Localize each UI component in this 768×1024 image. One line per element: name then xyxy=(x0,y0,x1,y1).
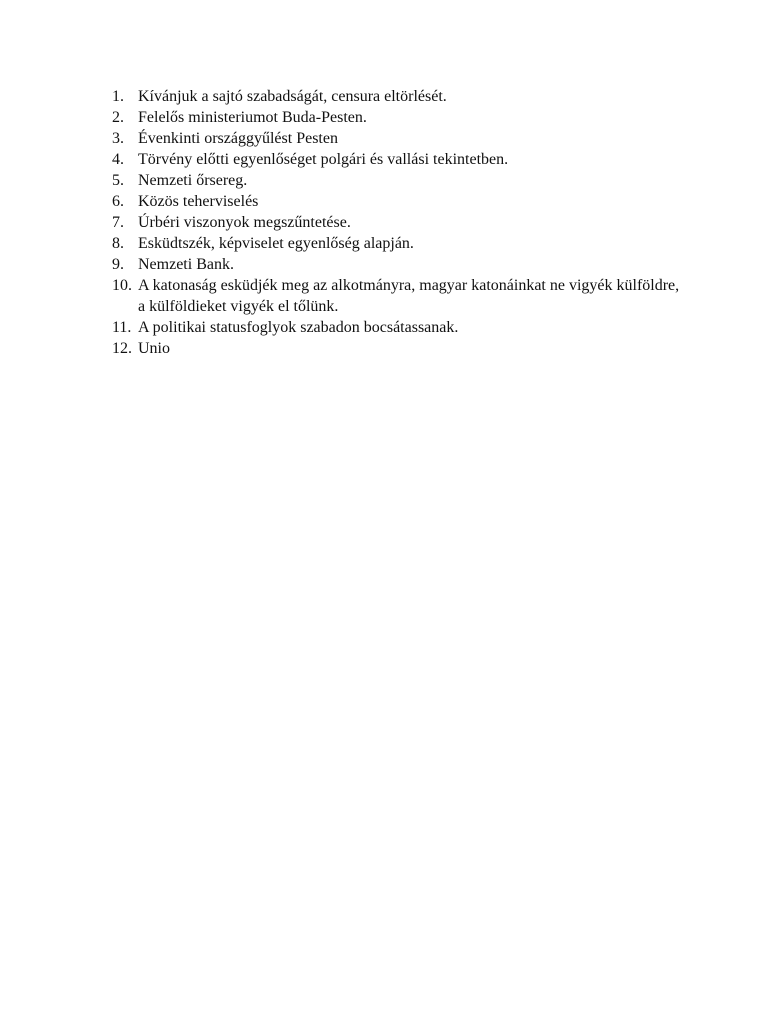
list-item-number: 9. xyxy=(112,256,124,273)
list-item xyxy=(112,86,682,107)
list-item-text: A politikai statusfoglyok szabadon bocsátassanak. xyxy=(138,319,459,336)
list-item xyxy=(112,254,682,275)
list-item-number: 12. xyxy=(112,340,132,357)
list-item xyxy=(112,107,682,128)
list-item-text: Közös teherviselés xyxy=(138,193,259,210)
list-item-text: Nemzeti őrsereg. xyxy=(138,172,248,189)
list-item xyxy=(112,275,682,317)
list-item xyxy=(112,191,682,212)
list-item-text: Törvény előtti egyenlőséget polgári és vallási tekintetben. xyxy=(138,151,509,168)
list-item-text: A katonaság esküdjék meg az alkotmányra, magyar katonáinkat ne vigyék külföldre, a külföldieket vigyék el tőlünk. xyxy=(138,277,680,315)
list-item-number: 7. xyxy=(112,214,124,231)
list-item-number: 2. xyxy=(112,109,124,126)
list-item-number: 6. xyxy=(112,193,124,210)
list-item-number: 1. xyxy=(112,88,124,105)
list-item-number: 3. xyxy=(112,130,124,147)
list-item-text: Felelős ministeriumot Buda-Pesten. xyxy=(138,109,367,126)
list-item-number: 4. xyxy=(112,151,124,168)
list-item-number: 5. xyxy=(112,172,124,189)
list-item-text: Úrbéri viszonyok megszűntetése. xyxy=(138,214,351,231)
list-item xyxy=(112,338,682,359)
list-item-text: Esküdtszék, képviselet egyenlőség alapján. xyxy=(138,235,414,252)
list-item xyxy=(112,233,682,254)
list-item-number: 8. xyxy=(112,235,124,252)
list-item-number: 10. xyxy=(112,277,132,294)
list-item-number: 11. xyxy=(112,319,132,336)
list-item xyxy=(112,170,682,191)
list-item-text: Unio xyxy=(138,340,170,357)
list-item xyxy=(112,317,682,338)
list-item-text: Kívánjuk a sajtó szabadságát, censura eltörlését. xyxy=(138,88,447,105)
list-item-text: Évenkinti országgyűlést Pesten xyxy=(138,130,338,147)
list-item-text: Nemzeti Bank. xyxy=(138,256,234,273)
list-item xyxy=(112,212,682,233)
list-item xyxy=(112,128,682,149)
demands-list xyxy=(112,86,682,359)
list-item xyxy=(112,149,682,170)
